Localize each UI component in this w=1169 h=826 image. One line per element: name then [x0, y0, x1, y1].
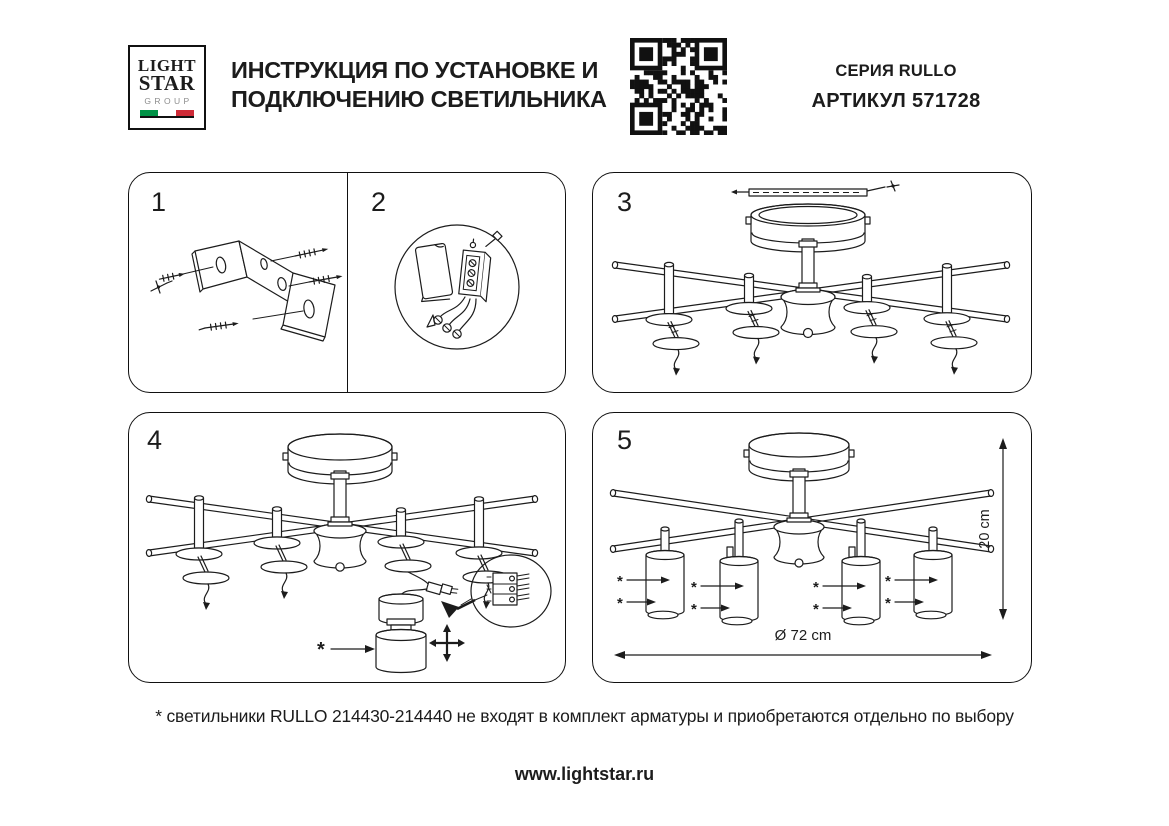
stem [787, 469, 811, 522]
move-arrows-icon [429, 624, 465, 662]
pendant-connector [254, 507, 307, 599]
pendant-connector [726, 273, 779, 364]
title-line-1: ИНСТРУКЦИЯ ПО УСТАНОВКЕ И [231, 57, 599, 83]
panel-steps-1-2 [128, 172, 566, 393]
lamp-socket [379, 589, 427, 631]
bracket [192, 241, 335, 341]
central-hub [774, 520, 824, 567]
panel-step-5 [592, 412, 1032, 683]
logo-text-group: GROUP [144, 96, 193, 107]
terminal-detail-circle [461, 555, 551, 627]
pendant-connector [924, 264, 977, 375]
lamp-shade [376, 630, 426, 673]
asterisk-marker: * [813, 579, 819, 596]
title-line-2: ПОДКЛЮЧЕНИЮ СВЕТИЛЬНИКА [231, 86, 607, 112]
qr-code [630, 38, 727, 135]
panel-step-4 [128, 412, 566, 683]
step2-illustration-wiring [377, 215, 537, 365]
pendant-connector [176, 496, 229, 610]
series-label: СЕРИЯ RULLO [835, 62, 957, 80]
asterisk-marker: * [885, 595, 891, 612]
logo-text-star: STAR [138, 71, 196, 96]
screw-and-dowel [271, 246, 329, 261]
step-4-number: 4 [147, 425, 163, 455]
asterisk-arrow [331, 645, 375, 653]
asterisk-marker: * [691, 601, 697, 618]
pendant-connector [844, 275, 897, 364]
height-dimension [977, 438, 1007, 620]
asterisk-marker: * [885, 573, 891, 590]
central-hub [314, 524, 366, 571]
asterisk-marker: * [617, 573, 623, 590]
pendant-connector [646, 262, 699, 375]
cover-plate [413, 243, 453, 303]
central-hub [781, 290, 835, 338]
step1-illustration-mounting-bracket [143, 225, 343, 380]
step-1-number: 1 [151, 187, 167, 217]
panel-divider [347, 173, 348, 392]
step-3-number: 3 [617, 187, 633, 217]
stem [796, 239, 820, 292]
diameter-dimension-label: Ø 72 cm [774, 627, 832, 644]
page-title [231, 56, 607, 114]
asterisk-marker: * [317, 639, 325, 661]
panel-step-3 [592, 172, 1032, 393]
footnote: * светильники RULLO 214430-214440 не входят в комплект арматуры и приобретаются отдельно по выбору [155, 706, 1014, 726]
step4-illustration-lamp-wiring [135, 419, 561, 679]
step-2-number: 2 [371, 187, 387, 217]
logo-text-light: LIGHT [137, 56, 197, 76]
step3-illustration-frame-assembly [599, 177, 1025, 387]
website-url: www.lightstar.ru [514, 764, 655, 784]
height-dimension-label: 20 cm [977, 509, 993, 549]
article-number: АРТИКУЛ 571728 [811, 90, 981, 112]
asterisk-marker: * [617, 595, 623, 612]
asterisk-marker: * [813, 601, 819, 618]
diameter-dimension [614, 627, 992, 659]
wires [427, 297, 476, 338]
step-5-number: 5 [617, 425, 633, 455]
screw-icon [151, 281, 172, 293]
lamp-shade [914, 527, 952, 619]
asterisk-marker: * [691, 579, 697, 596]
wire-connector [426, 580, 458, 599]
step5-illustration-finished-fixture [599, 419, 1025, 679]
lightstar-logo [128, 45, 206, 130]
mounting-bar [731, 181, 899, 196]
terminal-block [458, 228, 502, 303]
stem [328, 471, 352, 526]
italian-flag-stripe [140, 110, 194, 118]
